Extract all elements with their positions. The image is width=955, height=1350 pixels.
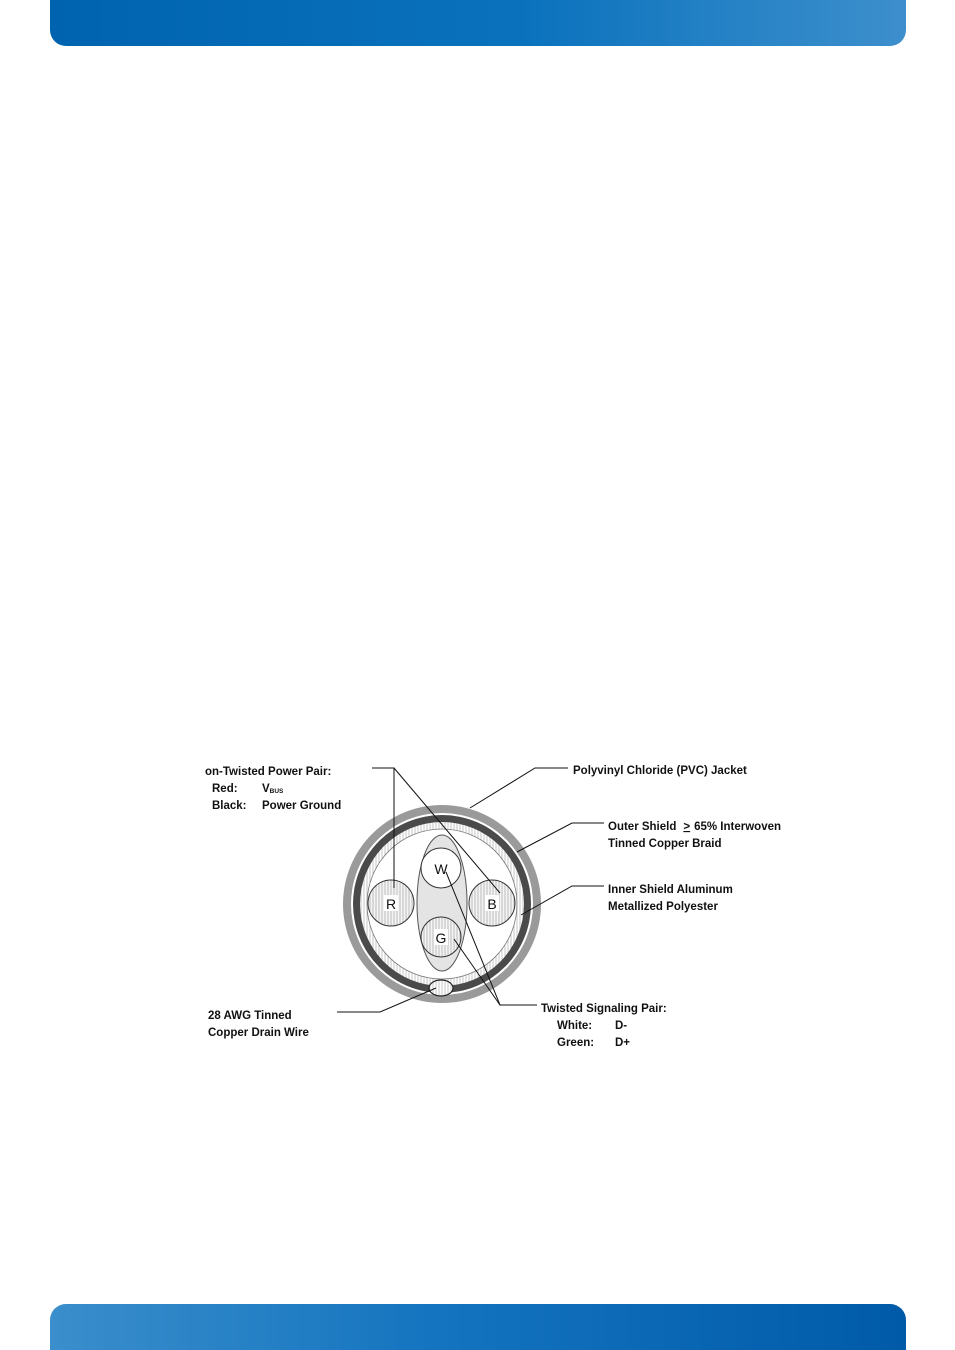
outer-shield-label xyxy=(608,821,781,850)
signal-pair-title: Twisted Signaling Pair: xyxy=(541,1003,667,1015)
red-value: VBUS xyxy=(262,783,284,795)
red-wire-letter: R xyxy=(385,896,397,912)
inner-shield-line2: Metallized Polyester xyxy=(608,901,718,913)
white-label: White: xyxy=(557,1020,593,1032)
outer-shield-leader xyxy=(517,823,604,852)
signal-pair-label xyxy=(541,1003,667,1049)
black-value: Power Ground xyxy=(262,800,342,812)
drain-wire-label xyxy=(208,1010,309,1039)
outer-shield-line1: Outer Shield > 65% Interwoven xyxy=(608,821,782,833)
green-wire-letter: G xyxy=(435,930,447,946)
drain-wire xyxy=(429,980,453,996)
jacket-label: Polyvinyl Chloride (PVC) Jacket xyxy=(573,765,747,777)
red-wire xyxy=(368,880,414,926)
green-label: Green: xyxy=(557,1037,595,1049)
drain-wire-line1: 28 AWG Tinned xyxy=(208,1010,292,1022)
jacket-leader xyxy=(470,768,568,808)
power-pair-title: on-Twisted Power Pair: xyxy=(205,766,332,778)
drain-wire-line2: Copper Drain Wire xyxy=(208,1027,309,1039)
power-pair-label xyxy=(205,766,341,812)
green-wire xyxy=(421,917,461,957)
white-wire xyxy=(421,848,461,888)
red-label: Red: xyxy=(212,783,238,795)
green-value: D+ xyxy=(615,1037,631,1049)
black-label: Black: xyxy=(212,800,247,812)
white-wire-letter: W xyxy=(434,861,448,877)
inner-shield-label xyxy=(608,884,733,913)
cable-cross-section xyxy=(343,805,541,1003)
white-value: D- xyxy=(615,1020,628,1032)
black-wire-letter: B xyxy=(487,896,497,912)
inner-shield-line1: Inner Shield Aluminum xyxy=(608,884,733,896)
black-wire xyxy=(469,880,515,926)
outer-shield-line2: Tinned Copper Braid xyxy=(608,838,722,850)
